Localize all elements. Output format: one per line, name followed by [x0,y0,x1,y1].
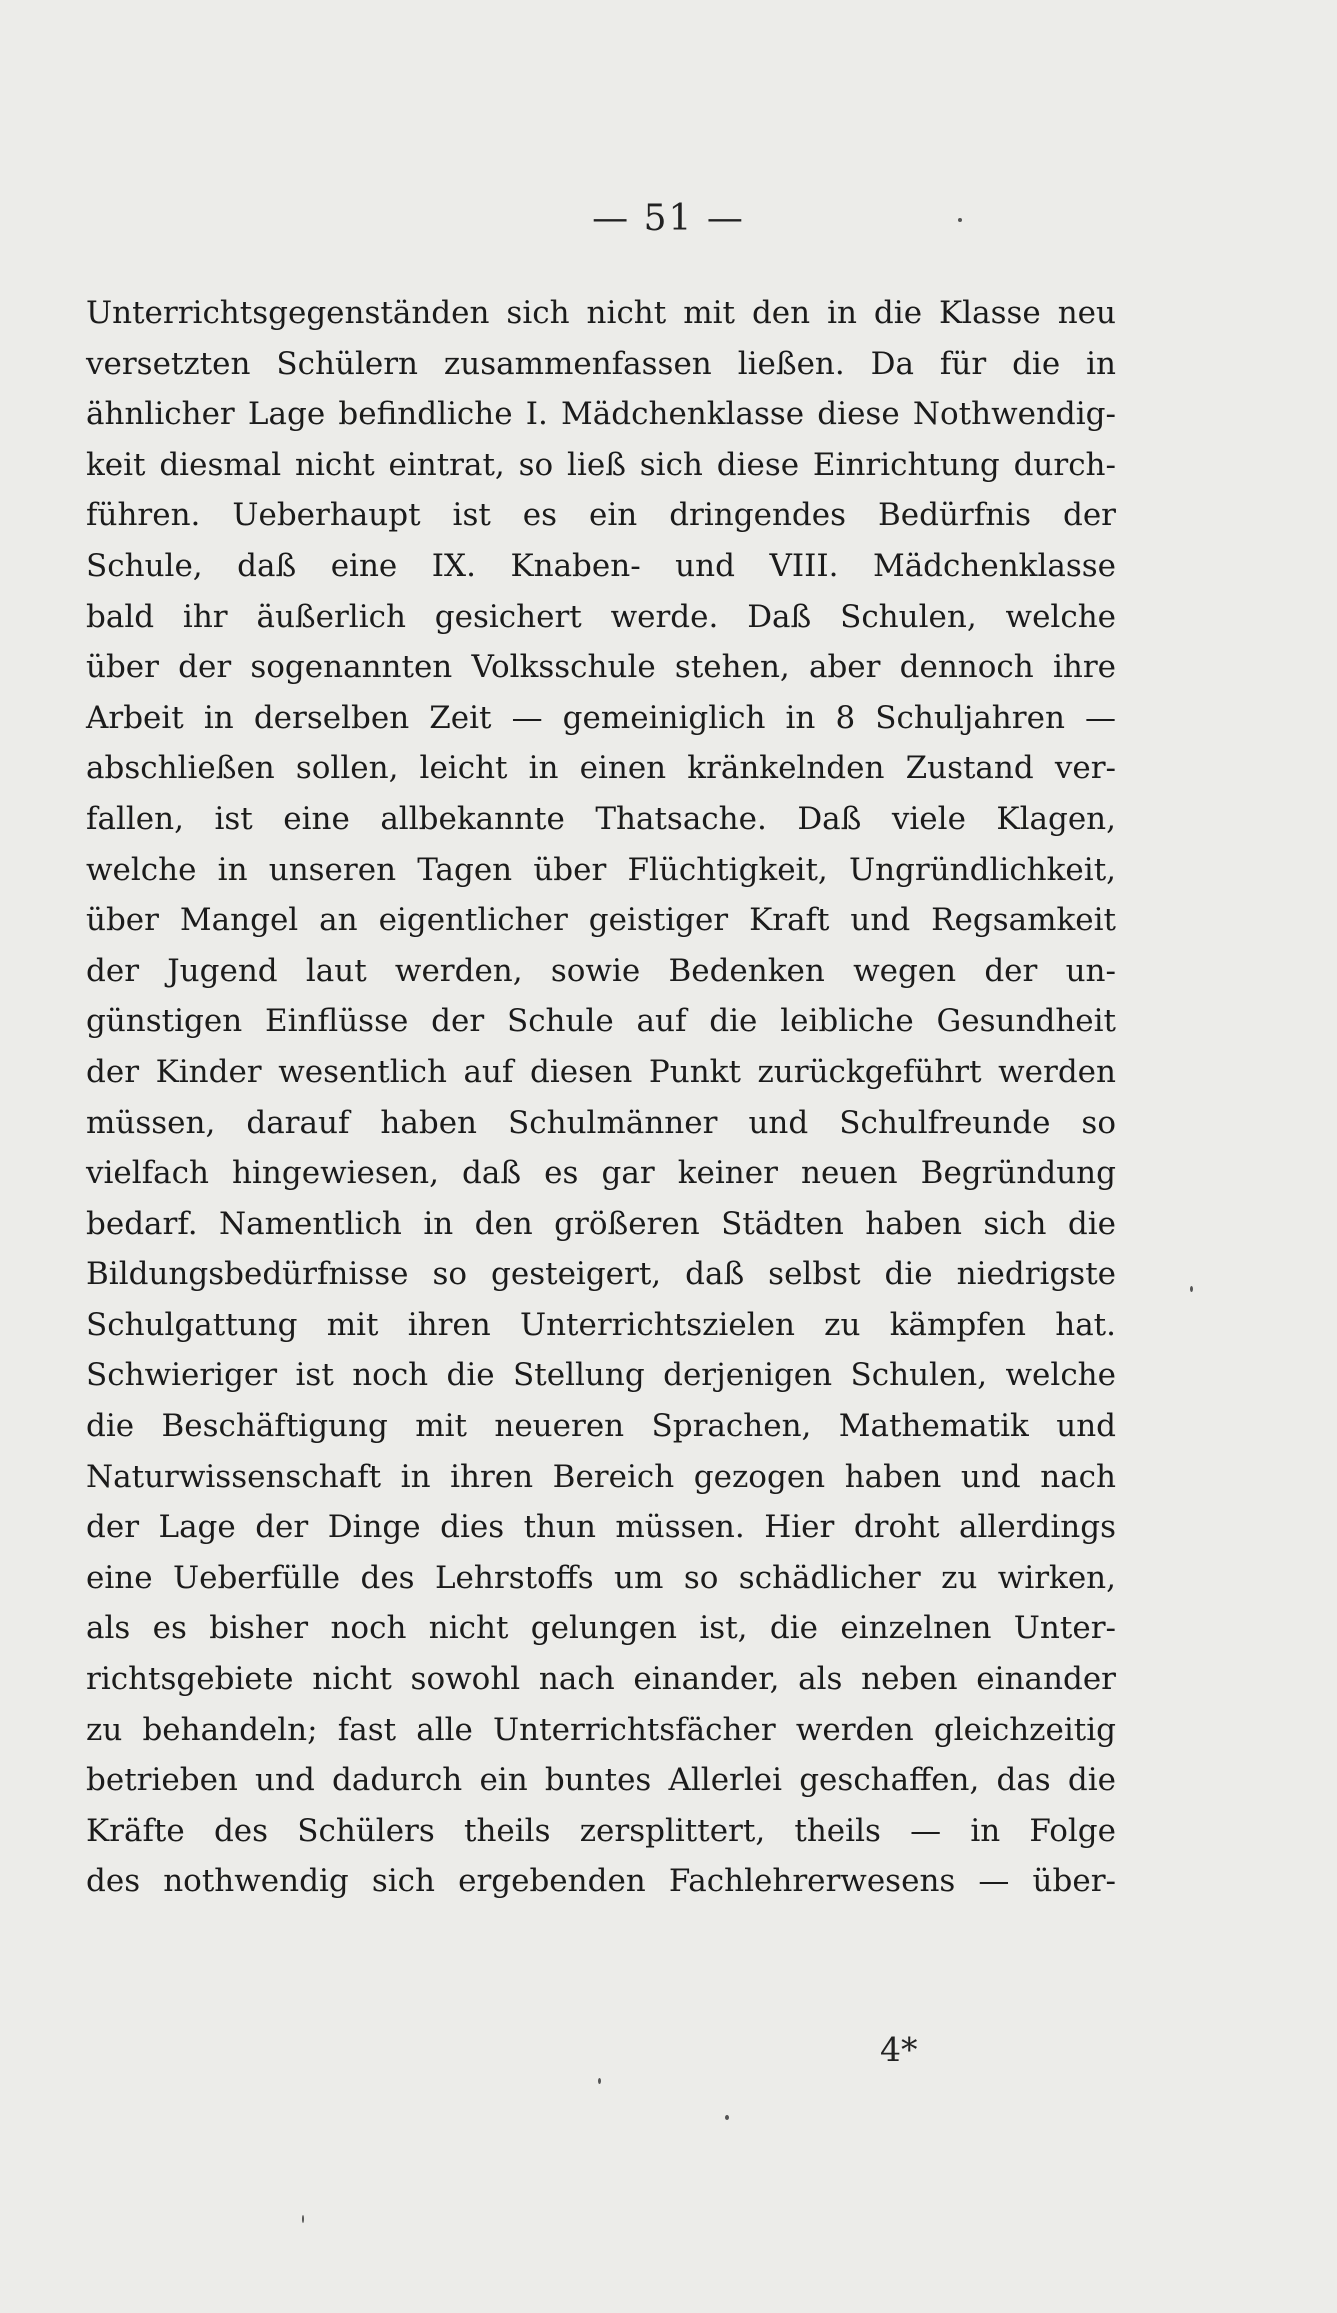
text-line: über Mangel an eigentlicher geistiger Kraft und Regsamkeit [86,902,1116,939]
text-line: abschließen sollen, leicht in einen kränkelnden Zustand ver- [86,750,1116,787]
paper-speck [725,2115,729,2120]
text-line: Schwieriger ist noch die Stellung derjenigen Schulen, welche [86,1357,1116,1394]
text-line: der Jugend laut werden, sowie Bedenken wegen der un- [86,952,1116,989]
text-line: günstigen Einflüsse der Schule auf die leibliche Gesundheit [86,1003,1116,1040]
paper-speck [598,2078,601,2084]
body-paragraph [86,288,1116,1907]
paper-speck [1190,1286,1193,1292]
text-line: versetzten Schülern zusammenfassen ließen. Da für die in [86,345,1116,382]
text-line: führen. Ueberhaupt ist es ein dringendes Bedürfnis der [86,497,1116,534]
signature-mark: 4* [880,2030,918,2069]
text-line: richtsgebiete nicht sowohl nach einander, als neben einander [86,1661,1116,1698]
text-line: Arbeit in derselben Zeit — gemeiniglich in 8 Schuljahren — [86,699,1116,736]
page-number: — 51 — [592,198,745,239]
text-line: Naturwissenschaft in ihren Bereich gezogen haben und nach [86,1458,1116,1495]
text-line: welche in unseren Tagen über Flüchtigkeit, Ungründlichkeit, [86,851,1116,888]
text-line: der Kinder wesentlich auf diesen Punkt zurückgeführt werden [86,1053,1116,1090]
paper-speck [958,218,962,222]
text-line: müssen, darauf haben Schulmänner und Schulfreunde so [86,1104,1116,1141]
text-line: bald ihr äußerlich gesichert werde. Daß Schulen, welche [86,598,1116,635]
text-line: der Lage der Dinge dies thun müssen. Hier droht allerdings [86,1509,1116,1546]
text-line: bedarf. Namentlich in den größeren Städten haben sich die [86,1205,1116,1242]
text-line: als es bisher noch nicht gelungen ist, die einzelnen Unter- [86,1610,1116,1647]
text-line: vielfach hingewiesen, daß es gar keiner neuen Begründung [86,1155,1116,1192]
text-line: Schule, daß eine IX. Knaben- und VIII. Mädchenklasse [86,547,1116,584]
text-line: über der sogenannten Volksschule stehen, aber dennoch ihre [86,649,1116,686]
text-line: fallen, ist eine allbekannte Thatsache. Daß viele Klagen, [86,800,1116,837]
text-line: betrieben und dadurch ein buntes Allerlei geschaffen, das die [86,1762,1116,1799]
text-line: die Beschäftigung mit neueren Sprachen, Mathematik und [86,1408,1116,1445]
paper-speck [302,2215,304,2223]
text-line: eine Ueberfülle des Lehrstoffs um so schädlicher zu wirken, [86,1559,1116,1596]
text-line: des nothwendig sich ergebenden Fachlehrerwesens — über- [86,1863,1116,1900]
text-line: ähnlicher Lage befindliche I. Mädchenklasse diese Nothwendig- [86,396,1116,433]
text-line: Kräfte des Schülers theils zersplittert, theils — in Folge [86,1812,1116,1849]
text-line: zu behandeln; fast alle Unterrichtsfächer werden gleichzeitig [86,1711,1116,1748]
text-line: Schulgattung mit ihren Unterrichtszielen zu kämpfen hat. [86,1306,1116,1343]
text-line: Unterrichtsgegenständen sich nicht mit den in die Klasse neu [86,295,1116,331]
text-line: Bildungsbedürfnisse so gesteigert, daß selbst die niedrigste [86,1256,1116,1293]
text-line: keit diesmal nicht eintrat, so ließ sich diese Einrichtung durch- [86,446,1116,483]
